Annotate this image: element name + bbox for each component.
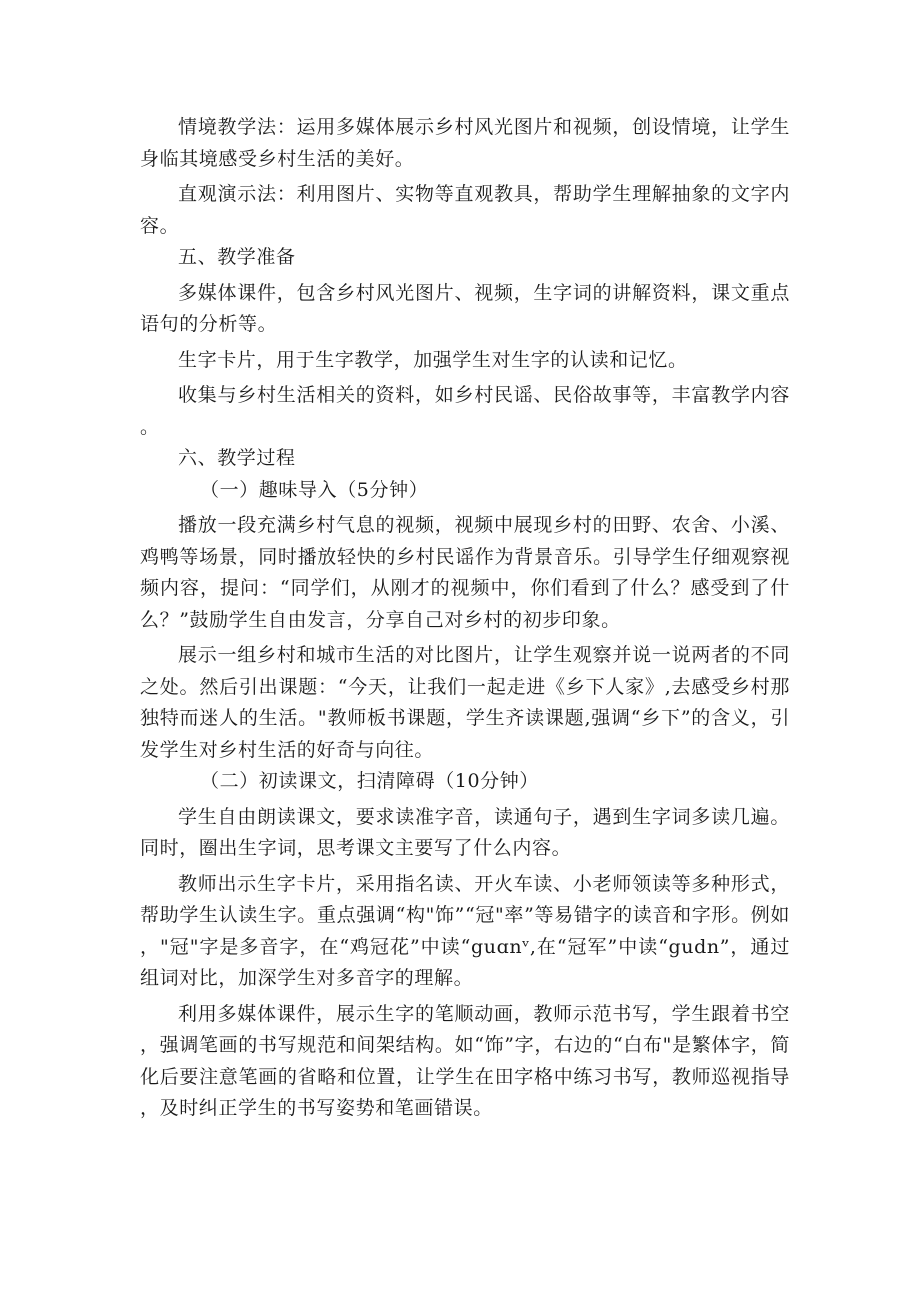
paragraph-materials: 收集与乡村生活相关的资料，如乡村民谣、民俗故事等，丰富教学内容。 [140, 384, 790, 438]
document-page [140, 112, 790, 1125]
paragraph-stroke-order: 利用多媒体课件，展示生字的笔顺动画，教师示范书写，学生跟着书空，强调笔画的书写规范和间架结构。如“饰”字，右边的“白布"是繁体字，简化后要注意笔画的省略和位置，让学生在田字格中练习书写，教师巡视指导，及时纠正学生的书写姿势和笔画错误。 [140, 1002, 790, 1119]
subheading-first-reading: （二）初读课文，扫清障碍（10分钟） [200, 770, 539, 792]
paragraph-situational-method: 情境教学法：运用多媒体展示乡村风光图片和视频，创设情境，让学生身临其境感受乡村生活的美好。 [140, 116, 790, 170]
subheading-introduction: （一）趣味导入（5分钟） [200, 478, 429, 501]
paragraph-word-recognition: 教师出示生字卡片，采用指名读、开火车读、小老师领读等多种形式，帮助学生认读生字。重点强调“构"饰”“冠"率”等易错字的读音和字形。例如，"冠"字是多音字，在“鸡冠花”中读“guɑnᵛ,在“冠军”中读“gudn”，通过组词对比，加深学生对多音字的理解。 [140, 872, 790, 989]
paragraph-word-cards: 生字卡片，用于生字教学，加强学生对生字的认读和记忆。 [178, 348, 688, 371]
paragraph-multimedia: 多媒体课件，包含乡村风光图片、视频，生字词的讲解资料，课文重点语句的分析等。 [140, 281, 790, 335]
section-heading-preparation: 五、教学准备 [178, 246, 296, 268]
paragraph-comparison: 展示一组乡村和城市生活的对比图片，让学生观察并说一说两者的不同之处。然后引出课题：“今天，让我们一起走进《乡下人家》,去感受乡村那独特而迷人的生活。"教师板书课题，学生齐读课题,强调“乡下”的含义，引发学生对乡村生活的好奇与向往。 [140, 644, 790, 761]
paragraph-free-reading: 学生自由朗读课文，要求读准字音，读通句子，遇到生字词多读几遍。同时，圈出生字词，思考课文主要写了什么内容。 [140, 805, 790, 859]
section-heading-process: 六、教学过程 [178, 447, 296, 469]
paragraph-demonstration-method: 直观演示法：利用图片、实物等直观教具，帮助学生理解抽象的文字内容。 [140, 183, 790, 237]
paragraph-video-intro: 播放一段充满乡村气息的视频，视频中展现乡村的田野、农舍、小溪、鸡鸭等场景，同时播放轻快的乡村民谣作为背景音乐。引导学生仔细观察视频内容，提问：“同学们，从刚才的视频中，你们看到了什么？感受到了什么？”鼓励学生自由发言，分享自己对乡村的初步印象。 [140, 514, 790, 631]
